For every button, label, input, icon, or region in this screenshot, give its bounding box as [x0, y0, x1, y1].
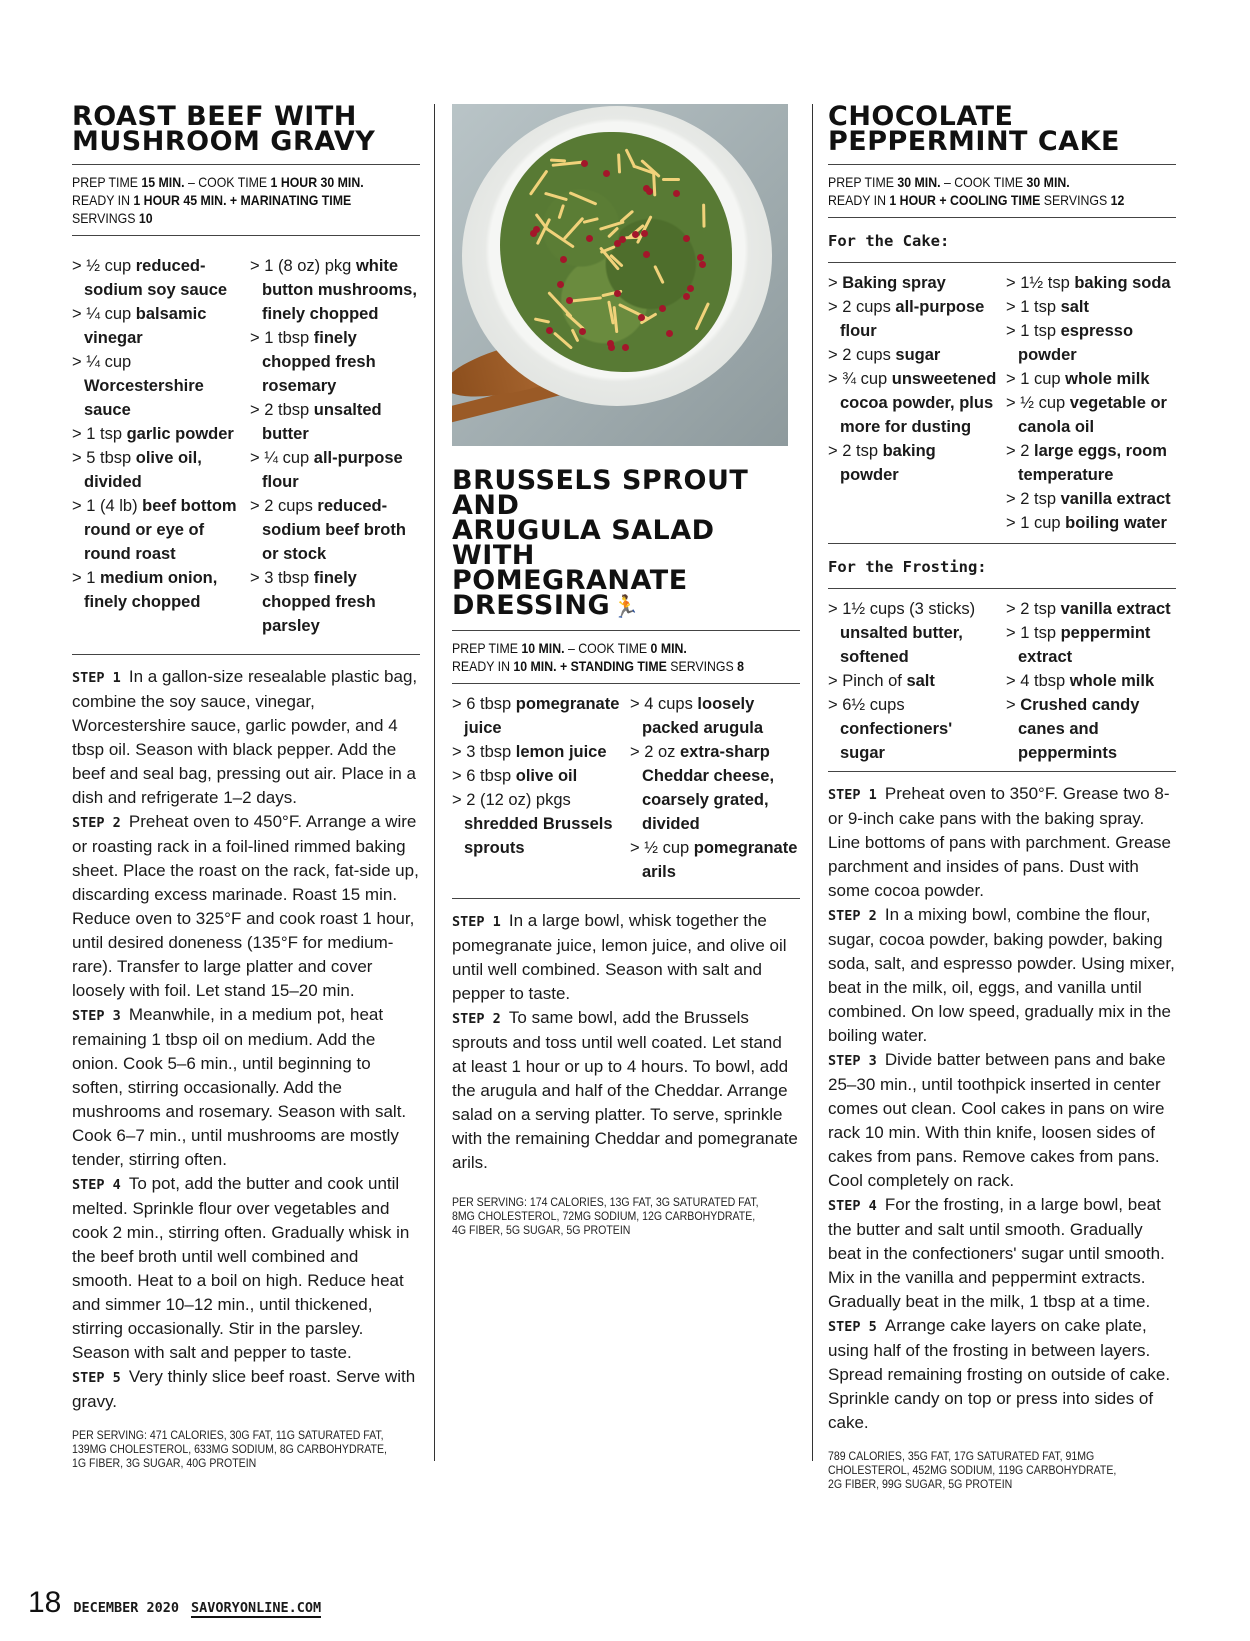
ingredient-name: beef bottom round or eye of round roast	[84, 497, 237, 563]
step-label: STEP 2	[828, 908, 885, 924]
step-label: STEP 5	[72, 1370, 129, 1386]
ingredient-quantity: > 2 oz	[630, 743, 680, 761]
ingredient-quantity: >	[828, 274, 843, 292]
ingredient-quantity: > ½ cup	[72, 257, 136, 275]
ingredient-item	[452, 692, 622, 740]
ingredient-quantity: > 1 (4 lb)	[72, 497, 143, 515]
step-text: For the frosting, in a large bowl, beat the butter and salt until smooth. Gradually beat in the confectioners' sugar until smooth. Mix in the vanilla and peppermint extracts. Gradually beat in the milk, 1 tbsp at a time.	[828, 1195, 1165, 1311]
recipe-step	[828, 1314, 1176, 1435]
ingredient-name: peppermint extract	[1018, 624, 1151, 666]
ingredient-quantity: > ¼ cup	[72, 305, 136, 323]
recipe-roast-beef	[72, 101, 420, 1470]
ingredient-name: large eggs, room temperature	[1018, 442, 1167, 484]
ingredient-item	[1006, 271, 1176, 295]
ingredient-item	[1006, 669, 1176, 693]
ingredient-name: garlic powder	[126, 425, 234, 443]
ingredient-quantity: > 4 cups	[630, 695, 698, 713]
ingredient-column	[828, 271, 998, 535]
ingredient-name: pomegranate arils	[642, 839, 798, 881]
ingredient-quantity: > 6½ cups	[828, 696, 905, 714]
ingredient-name: medium onion, finely chopped	[84, 569, 218, 611]
recipe-title	[72, 101, 420, 157]
recipe-step	[72, 1172, 420, 1365]
ingredient-item	[452, 740, 622, 764]
divider	[452, 630, 800, 631]
ingredient-item	[250, 494, 420, 566]
ingredient-quantity: > 1 tsp	[1006, 624, 1061, 642]
ingredient-quantity: > 2 cups	[828, 346, 896, 364]
ingredient-name: olive oil, divided	[84, 449, 202, 491]
step-label: STEP 1	[452, 914, 509, 930]
ingredient-quantity: > ½ cup	[1006, 394, 1070, 412]
ingredient-item	[72, 302, 242, 350]
ingredient-item	[1006, 367, 1176, 391]
step-label: STEP 4	[828, 1198, 885, 1214]
ingredient-item	[828, 295, 998, 343]
ingredient-item	[828, 439, 998, 487]
divider	[452, 683, 800, 684]
page-number: 18	[28, 1586, 62, 1619]
ingredient-name: vegetable or canola oil	[1018, 394, 1167, 436]
recipe-title	[452, 465, 800, 621]
step-text: To pot, add the butter and cook until melted. Sprinkle flour over vegetables and cook 2 min., stirring often. Gradually whisk in the beef broth until well combined and smooth. Heat to a boil on high. Reduce heat and simmer 10–12 min., until thickened, stirring occasionally. Stir in the parsley. Season with salt and pepper to taste.	[72, 1174, 410, 1362]
ingredient-name: balsamic vinegar	[84, 305, 207, 347]
recipe-step	[72, 665, 420, 810]
ingredient-name: finely chopped fresh rosemary	[262, 329, 376, 395]
ingredient-name: all-purpose flour	[840, 298, 985, 340]
ingredient-name: all-purpose flour	[262, 449, 403, 491]
step-text: Preheat oven to 350°F. Grease two 8- or 9-inch cake pans with the baking spray. Line bottoms of pans with parchment. Grease parchment and insides of pans. Dust with some cocoa powder.	[828, 784, 1172, 900]
ingredient-name: Baking spray	[842, 274, 946, 292]
step-text: In a gallon-size resealable plastic bag, combine the soy sauce, vinegar, Worcestershire sauce, garlic powder, and 4 tbsp oil. Season with black pepper. Add the beef and seal bag, pressing out air. Place in a dish and refrigerate 1–2 days.	[72, 667, 418, 807]
ingredient-quantity: > ¼ cup	[72, 353, 132, 371]
ingredient-name: shredded Brussels sprouts	[464, 815, 613, 857]
ingredient-quantity: > 1 tsp	[72, 425, 127, 443]
issue-date: DECEMBER 2020	[73, 1600, 180, 1616]
ingredient-quantity: > Pinch of	[828, 672, 907, 690]
recipe-step	[452, 1006, 800, 1175]
step-label: STEP 1	[828, 787, 885, 803]
title-line: POMEGRANATE DRESSING	[452, 565, 688, 621]
ingredient-item	[1006, 597, 1176, 621]
ingredient-item	[630, 740, 800, 836]
ingredient-name: loosely packed arugula	[642, 695, 764, 737]
section-heading-cake: For the Cake:	[828, 232, 950, 250]
ingredient-name: extra-sharp Cheddar cheese, coarsely grated, divided	[642, 743, 775, 833]
step-label: STEP 1	[72, 670, 129, 686]
ingredient-quantity: > 1 (8 oz) pkg	[250, 257, 356, 275]
step-text: In a mixing bowl, combine the flour, sugar, cocoa powder, baking powder, baking soda, salt, and espresso powder. Using mixer, beat in the milk, oil, eggs, and vanilla until combined. On low speed, gradually mix in the boiling water.	[828, 905, 1175, 1045]
ingredient-column	[1006, 597, 1176, 765]
divider	[828, 164, 1176, 165]
ingredient-list	[828, 597, 1176, 765]
ingredient-item	[828, 343, 998, 367]
ingredient-list	[828, 271, 1176, 535]
ingredient-item	[630, 836, 800, 884]
ingredient-item	[1006, 439, 1176, 487]
title-line: BRUSSELS SPROUT AND	[452, 465, 749, 521]
ingredient-item	[72, 350, 242, 422]
recipe-meta: PREP TIME 15 MIN. – COOK TIME 1 HOUR 30 MIN. READY IN 1 HOUR 45 MIN. + MARINATING TIME SERVINGS 10	[72, 174, 364, 226]
ingredient-quantity: > ½ cup	[630, 839, 694, 857]
divider	[828, 588, 1176, 589]
ingredient-quantity: > 3 tbsp	[452, 743, 516, 761]
step-text: Preheat oven to 450°F. Arrange a wire or roasting rack in a foil-lined rimmed baking sheet. Place the roast on the rack, fat-side up, discarding excess marinade. Roast 15 min. Reduce oven to 325°F and cook roast 1 hour, until desired doneness (135°F for medium-rare). Transfer to large platter and cover loosely with foil. Let stand 15–20 min.	[72, 812, 419, 1000]
step-label: STEP 3	[828, 1053, 885, 1069]
step-text: Divide batter between pans and bake 25–30 min., until toothpick inserted in center comes out clean. Cool cakes in pans on wire rack 10 min. With thin knife, loosen sides of cakes from pans. Remove cakes from pans. Cool completely on rack.	[828, 1050, 1166, 1190]
divider	[828, 217, 1176, 218]
recipe-step	[828, 903, 1176, 1048]
ingredient-item	[828, 271, 998, 295]
ingredient-quantity: > 1 cup	[1006, 370, 1066, 388]
recipe-step	[72, 1003, 420, 1172]
ingredient-name: olive oil	[515, 767, 578, 785]
ingredient-name: baking soda	[1074, 274, 1171, 292]
recipe-step	[828, 782, 1176, 903]
ingredient-column	[828, 597, 998, 765]
salad-photo	[452, 104, 788, 446]
ingredient-name: white button mushrooms, finely chopped	[262, 257, 417, 323]
title-line: CHOCOLATE	[828, 101, 1014, 132]
ingredient-item	[1006, 391, 1176, 439]
column-divider	[812, 104, 813, 1461]
step-text: Very thinly slice beef roast. Serve with gravy.	[72, 1367, 416, 1411]
step-label: STEP 2	[452, 1011, 509, 1027]
ingredient-quantity: > 2 cups	[250, 497, 318, 515]
nutrition-info: PER SERVING: 174 CALORIES, 13G FAT, 3G SATURATED FAT, 8MG CHOLESTEROL, 72MG SODIUM, 12G CARBOHYDRATE, 4G FIBER, 5G SUGAR, 5G PROTEIN	[452, 1195, 759, 1237]
ingredient-quantity: > 2 tsp	[1006, 600, 1061, 618]
ingredient-quantity: > 2	[1006, 442, 1034, 460]
ingredient-quantity: > ¾ cup	[828, 370, 892, 388]
page-footer	[28, 1586, 321, 1620]
ingredient-item	[1006, 621, 1176, 669]
step-label: STEP 5	[828, 1319, 885, 1335]
recipe-salad	[452, 104, 800, 1237]
recipe-step	[828, 1048, 1176, 1193]
column-divider	[434, 104, 435, 1461]
ingredient-quantity: > 1½ tsp	[1006, 274, 1075, 292]
ingredient-quantity: > 2 cups	[828, 298, 896, 316]
ingredient-name: espresso powder	[1018, 322, 1134, 364]
ingredient-quantity: > 6 tbsp	[452, 767, 516, 785]
divider	[828, 262, 1176, 263]
step-text: To same bowl, add the Brussels sprouts and toss until well coated. Let stand at least 1 hour or up to 4 hours. To bowl, add the arugula and half of the Cheddar. Arrange salad on a serving platter. To serve, sprinkle with the remaining Cheddar and pomegranate arils.	[452, 1008, 798, 1172]
ingredient-item	[1006, 295, 1176, 319]
ingredient-item	[1006, 511, 1176, 535]
recipe-title	[828, 101, 1176, 157]
ingredient-quantity: > 3 tbsp	[250, 569, 314, 587]
step-label: STEP 4	[72, 1177, 129, 1193]
ingredient-column	[250, 254, 420, 638]
ingredient-quantity: > 1½ cups (3 sticks)	[828, 600, 976, 618]
divider	[828, 543, 1176, 544]
ingredient-column	[452, 692, 622, 884]
recipe-meta: PREP TIME 30 MIN. – COOK TIME 30 MIN. READY IN 1 HOUR + COOLING TIME SERVINGS 12	[828, 174, 1125, 208]
title-line: ARUGULA SALAD WITH	[452, 515, 715, 571]
ingredient-name: salt	[906, 672, 935, 690]
ingredient-item	[72, 494, 242, 566]
ingredient-quantity: > 1 tsp	[1006, 298, 1061, 316]
ingredient-quantity: > 1 tsp	[1006, 322, 1061, 340]
ingredient-quantity: >	[1006, 696, 1021, 714]
ingredient-item	[630, 692, 800, 740]
ingredient-quantity: > 4 tbsp	[1006, 672, 1070, 690]
ingredient-name: vanilla extract	[1060, 600, 1171, 618]
step-label: STEP 2	[72, 815, 129, 831]
recipe-step	[72, 1365, 420, 1414]
ingredient-name: vanilla extract	[1060, 490, 1171, 508]
ingredient-item	[1006, 487, 1176, 511]
ingredient-name: pomegranate juice	[464, 695, 620, 737]
ingredient-column	[630, 692, 800, 884]
recipe-steps	[72, 665, 420, 1414]
ingredient-item	[72, 566, 242, 614]
ingredient-item	[828, 669, 998, 693]
nutrition-info: 789 CALORIES, 35G FAT, 17G SATURATED FAT, 91MG CHOLESTEROL, 452MG SODIUM, 119G CARBOHYDRATE, 2G FIBER, 99G SUGAR, 5G PROTEIN	[828, 1449, 1117, 1491]
ingredient-item	[72, 254, 242, 302]
ingredient-name: baking powder	[840, 442, 936, 484]
step-text: Meanwhile, in a medium pot, heat remaining 1 tbsp oil on medium. Add the onion. Cook 5–6 min., until beginning to soften, stirring occasionally. Add the mushrooms and rosemary. Season with salt. Cook 6–7 min., until mushrooms are mostly tender, stirring often.	[72, 1005, 407, 1169]
ingredient-quantity: > 1	[72, 569, 100, 587]
ingredient-name: unsalted butter	[262, 401, 382, 443]
ingredient-name: reduced-sodium beef broth or stock	[262, 497, 406, 563]
ingredient-item	[250, 326, 420, 398]
divider	[452, 898, 800, 899]
recipe-step	[72, 810, 420, 1003]
ingredient-quantity: > 2 tsp	[828, 442, 883, 460]
ingredient-name: unsweetened cocoa powder, plus more for dusting	[840, 370, 997, 436]
ingredient-item	[72, 446, 242, 494]
ingredient-list	[452, 692, 800, 884]
ingredient-item	[828, 367, 998, 439]
title-line: PEPPERMINT CAKE	[828, 126, 1120, 157]
site-link[interactable]: SAVORYONLINE.COM	[191, 1600, 322, 1616]
recipe-steps	[828, 782, 1176, 1435]
ingredient-quantity: > ¼ cup	[250, 449, 314, 467]
ingredient-quantity: > 1 tbsp	[250, 329, 314, 347]
ingredient-name: unsalted butter, softened	[840, 624, 963, 666]
recipe-chocolate-cake	[828, 101, 1176, 1491]
nutrition-info: PER SERVING: 471 CALORIES, 30G FAT, 11G SATURATED FAT, 139MG CHOLESTEROL, 633MG SODIUM, 8G CARBOHYDRATE, 1G FIBER, 3G SUGAR, 40G PROTEIN	[72, 1428, 387, 1470]
ingredient-item	[828, 693, 998, 765]
ingredient-name: reduced-sodium soy sauce	[84, 257, 228, 299]
ingredient-quantity: > 2 tsp	[1006, 490, 1061, 508]
recipe-meta: PREP TIME 10 MIN. – COOK TIME 0 MIN. READY IN 10 MIN. + STANDING TIME SERVINGS 8	[452, 640, 745, 674]
ingredient-name: whole milk	[1069, 672, 1155, 690]
ingredient-item	[1006, 319, 1176, 367]
title-line: ROAST BEEF WITH	[72, 101, 357, 132]
ingredient-quantity: > 1 cup	[1006, 514, 1066, 532]
ingredient-item	[452, 764, 622, 788]
ingredient-list	[72, 254, 420, 638]
divider	[72, 654, 420, 655]
ingredient-item	[250, 566, 420, 638]
recipe-step	[828, 1193, 1176, 1314]
step-text: In a large bowl, whisk together the pomegranate juice, lemon juice, and olive oil until well combined. Season with salt and pepper to taste.	[452, 911, 787, 1003]
title-line: MUSHROOM GRAVY	[72, 126, 376, 157]
step-label: STEP 3	[72, 1008, 129, 1024]
ingredient-name: whole milk	[1065, 370, 1150, 388]
ingredient-quantity: > 2 tbsp	[250, 401, 314, 419]
step-text: Arrange cake layers on cake plate, using half of the frosting in between layers. Spread remaining frosting on outside of cake. Sprinkle candy on top or press into sides of cake.	[828, 1316, 1171, 1432]
ingredient-name: finely chopped fresh parsley	[262, 569, 376, 635]
ingredient-name: confectioners' sugar	[840, 720, 953, 762]
ingredient-quantity: > 5 tbsp	[72, 449, 136, 467]
divider	[72, 164, 420, 165]
ingredient-name: boiling water	[1065, 514, 1167, 532]
section-heading-frosting: For the Frosting:	[828, 558, 987, 576]
ingredient-column	[1006, 271, 1176, 535]
ingredient-name: salt	[1060, 298, 1090, 316]
runner-icon: 🏃	[612, 595, 641, 620]
divider	[828, 771, 1176, 772]
ingredient-quantity: > 6 tbsp	[452, 695, 516, 713]
ingredient-name: Crushed candy canes and peppermints	[1018, 696, 1140, 762]
ingredient-name: Worcestershire sauce	[84, 377, 204, 419]
ingredient-item	[250, 398, 420, 446]
ingredient-item	[452, 788, 622, 860]
ingredient-name: sugar	[895, 346, 941, 364]
divider	[72, 235, 420, 236]
ingredient-item	[72, 422, 242, 446]
ingredient-column	[72, 254, 242, 638]
ingredient-item	[1006, 693, 1176, 765]
ingredient-quantity: > 2 (12 oz) pkgs	[452, 791, 571, 809]
ingredient-item	[250, 446, 420, 494]
recipe-step	[452, 909, 800, 1006]
ingredient-item	[828, 597, 998, 669]
recipe-steps	[452, 909, 800, 1175]
ingredient-item	[250, 254, 420, 326]
ingredient-name: lemon juice	[515, 743, 607, 761]
